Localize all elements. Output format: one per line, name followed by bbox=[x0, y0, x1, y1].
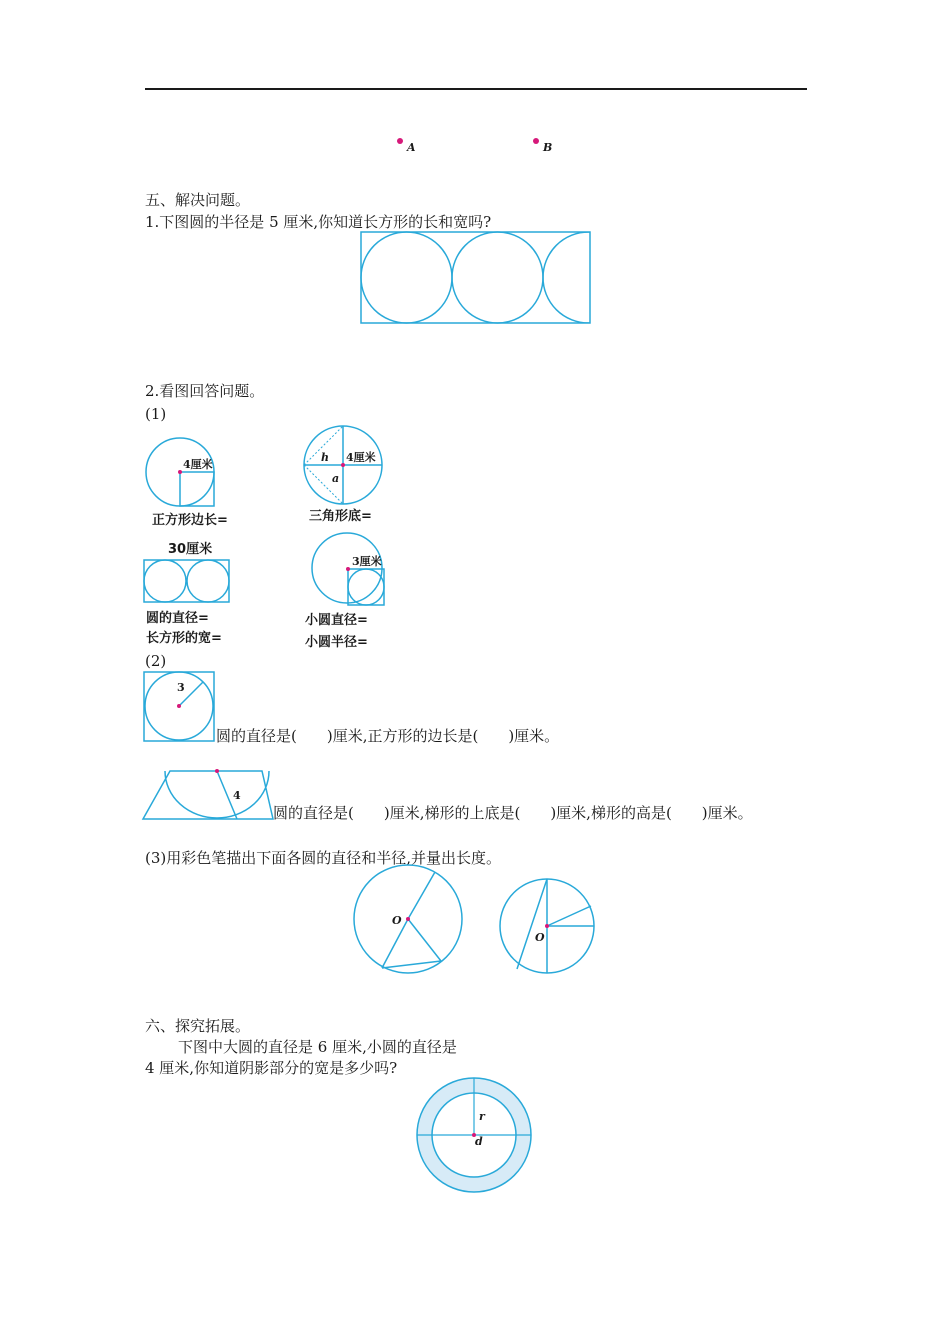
fig-c-two-circles bbox=[143, 559, 231, 603]
fig-b-a: a bbox=[332, 472, 340, 485]
p2-question-2: 圆的直径是( )厘米,梯形的上底是( )厘米,梯形的高是( )厘米。 bbox=[273, 804, 753, 822]
point-a-label: A bbox=[407, 141, 416, 154]
section6-line-2: 4 厘米,你知道阴影部分的宽是多少吗? bbox=[145, 1059, 398, 1077]
fig-c-caption-1: 圆的直径= bbox=[146, 611, 209, 626]
fig-a-label: 4厘米 bbox=[183, 458, 213, 471]
p2-fig2-label: 4 bbox=[233, 789, 241, 802]
fig-c-caption-2: 长方形的宽= bbox=[146, 631, 222, 646]
p2-question-1: 圆的直径是( )厘米,正方形的边长是( )厘米。 bbox=[216, 727, 560, 745]
q1-figure bbox=[360, 231, 592, 325]
part-1-label: (1) bbox=[145, 405, 167, 423]
fig-b-h: h bbox=[321, 451, 329, 464]
part-2-label: (2) bbox=[145, 652, 167, 670]
annulus-figure bbox=[415, 1076, 535, 1196]
fig-a-circle-square bbox=[145, 436, 225, 511]
annulus-r: r bbox=[479, 1110, 485, 1123]
part-3-label: (3)用彩色笔描出下面各圆的直径和半径,并量出长度。 bbox=[145, 849, 502, 867]
point-b-label: B bbox=[543, 141, 553, 154]
p2-fig-trapezoid bbox=[142, 769, 274, 821]
fig-d-label: 3厘米 bbox=[352, 555, 382, 568]
point-a bbox=[395, 136, 425, 156]
p2-fig1-label: 3 bbox=[177, 681, 185, 694]
fig-c-label: 30厘米 bbox=[168, 542, 213, 557]
p3-center-1: O bbox=[392, 914, 402, 927]
section5-title: 五、解决问题。 bbox=[145, 191, 251, 209]
question-1: 1.下图圆的半径是 5 厘米,你知道长方形的长和宽吗? bbox=[145, 213, 492, 231]
fig-b-caption: 三角形底= bbox=[309, 509, 372, 524]
p3-center-2: O bbox=[535, 931, 545, 944]
section6-line-1: 下图中大圆的直径是 6 厘米,小圆的直径是 bbox=[178, 1038, 457, 1056]
question-2: 2.看图回答问题。 bbox=[145, 382, 265, 400]
fig-d-caption-1: 小圆直径= bbox=[305, 613, 368, 628]
p2-fig-circle-in-square bbox=[143, 671, 217, 743]
point-b bbox=[531, 136, 561, 156]
p3-circle-1 bbox=[352, 864, 466, 976]
fig-d-caption-2: 小圆半径= bbox=[305, 635, 368, 650]
p3-circle-2 bbox=[499, 877, 599, 977]
fig-b-label: 4厘米 bbox=[346, 451, 376, 464]
header-rule bbox=[145, 88, 807, 90]
fig-b-circle-triangle bbox=[302, 425, 386, 505]
fig-a-caption: 正方形边长= bbox=[152, 513, 228, 528]
fig-d-nested-circles bbox=[310, 531, 390, 607]
section6-title: 六、探究拓展。 bbox=[145, 1017, 251, 1035]
annulus-d: d bbox=[475, 1135, 483, 1148]
